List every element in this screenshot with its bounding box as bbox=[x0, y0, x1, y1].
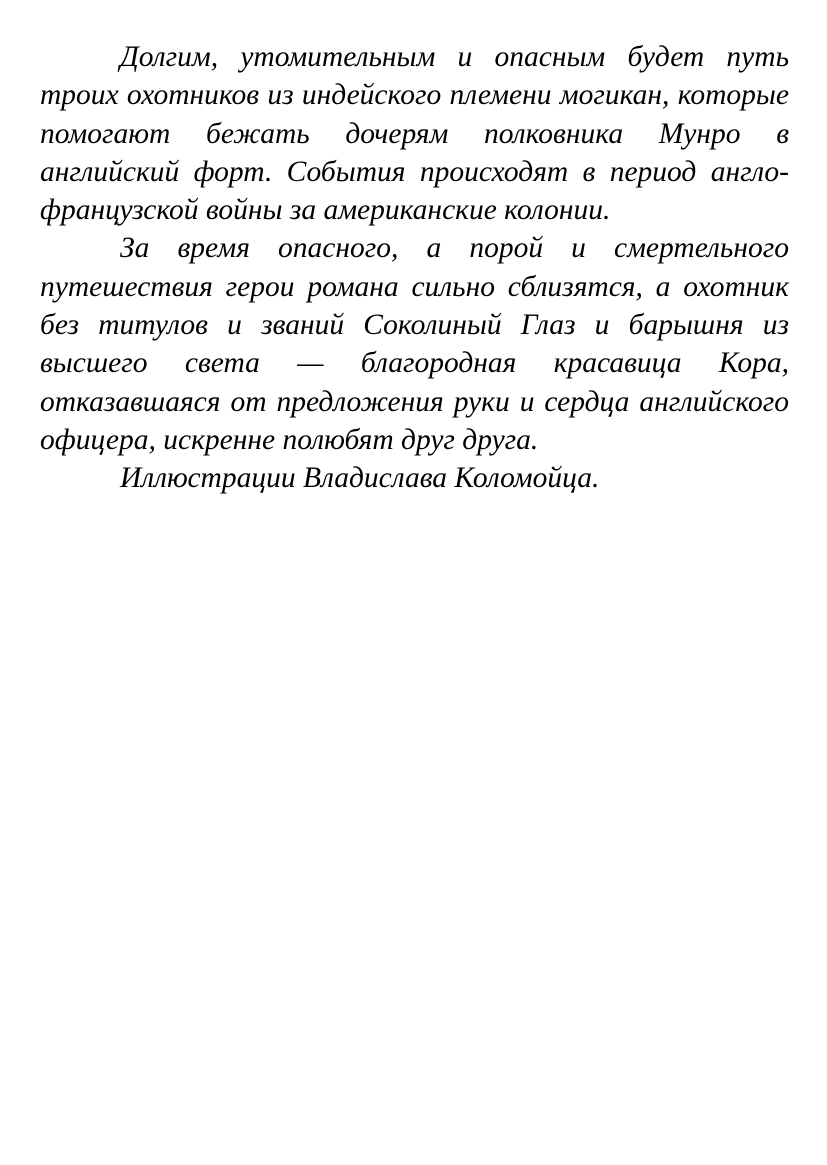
paragraph-romance-summary: За время опасного, а порой и смертельного путешествия герои романа сильно сблизятся, а охотник без титулов и званий Соколиный Глаз и барышня из высшего света — благородная красавица Кора, отказавшаяся от предложения руки и сердца английского офицера, искренне полюбят друг друга. bbox=[40, 232, 789, 456]
annotation-text bbox=[40, 38, 789, 498]
paragraph-plot-summary: Долгим, утомительным и опасным будет путь троих охотников из индейского племени могикан, которые помогают бежать дочерям полковника Мунро в английский форт. События происходят в период англо-французской войны за американские колонии. bbox=[40, 41, 789, 227]
paragraph-illustrator-credit: Иллюстрации Владислава Коломойца. bbox=[120, 462, 600, 495]
